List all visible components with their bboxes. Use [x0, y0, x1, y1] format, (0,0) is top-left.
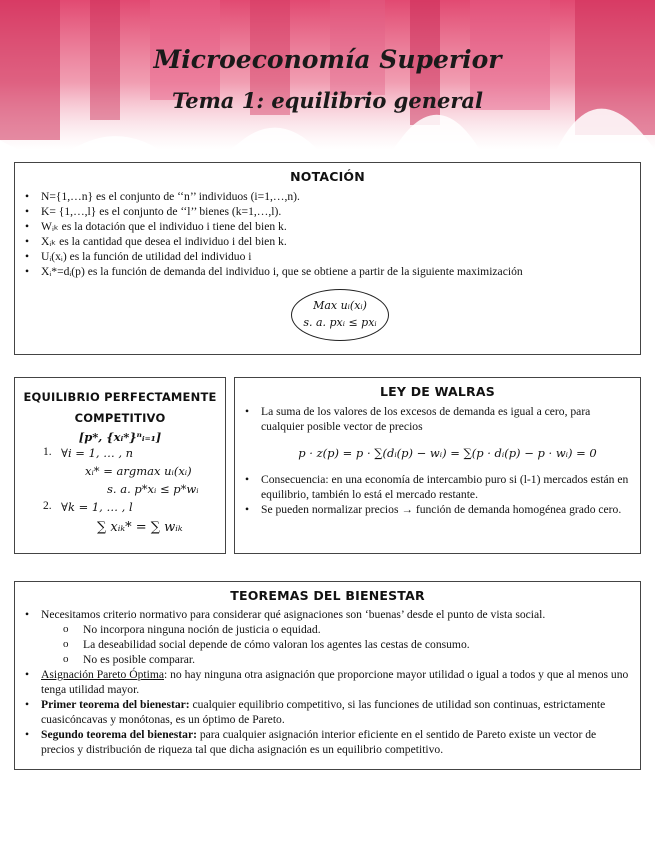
notation-list: [15, 189, 640, 279]
condition-1-constraint: s. a. p*xᵢ ≤ p*wᵢ: [107, 482, 199, 496]
condition-number: 2.: [43, 500, 52, 512]
max-line: Max uᵢ(xᵢ): [313, 299, 367, 312]
walras-heading: LEY DE WALRAS: [380, 384, 495, 399]
list-item: • Se pueden normalizar precios → función de demanda homogénea grado cero.: [235, 502, 632, 517]
watercolor-background: [0, 0, 655, 170]
condition-2-eq: ∑ xᵢₖ* = ∑ wᵢₖ: [97, 520, 183, 535]
walras-section: [234, 377, 641, 554]
page-subtitle: Tema 1: equilibrio general: [171, 88, 483, 113]
list-item: • Consecuencia: en una economía de intercambio puro si (l-1) mercados están en equilibrio, también lo está el mercado restante.: [235, 472, 632, 502]
constraint-line: s. a. pxᵢ ≤ pxᵢ: [303, 316, 377, 329]
maximization-problem: [291, 289, 389, 341]
list-item: • Wᵢₖ es la dotación que el individuo i tiene del bien k.: [15, 219, 630, 234]
condition-1: ∀i = 1, … , n: [61, 446, 134, 460]
list-item: [15, 607, 630, 667]
notation-section: [14, 162, 641, 355]
walras-list: [235, 404, 640, 434]
list-item: [15, 697, 630, 727]
list-item: • Xᵢₖ es la cantidad que desea el individuo i del bien k.: [15, 234, 630, 249]
second-theorem-label: Segundo teorema del bienestar:: [41, 728, 197, 741]
notation-heading: NOTACIÓN: [290, 169, 365, 184]
second-theorem-text: para cualquier asignación interior eficiente en el sentido de Pareto existe un vector de precios y distribución de riqueza tal que dicha asignación es un equilibrio competitivo.: [41, 728, 597, 756]
equilibrium-heading-2: COMPETITIVO: [74, 411, 166, 425]
sub-list-item: o No incorpora ninguna noción de justicia o equidad.: [15, 622, 630, 637]
condition-number: 1.: [43, 446, 52, 458]
equilibrium-heading-1: EQUILIBRIO PERFECTAMENTE: [23, 390, 217, 404]
list-item: [15, 667, 630, 697]
welfare-heading: TEOREMAS DEL BIENESTAR: [230, 588, 425, 603]
condition-1-eq: xᵢ* = argmax uᵢ(xᵢ): [85, 464, 192, 478]
equilibrium-conditions: [15, 444, 225, 564]
condition-2: ∀k = 1, … , l: [61, 500, 133, 514]
walras-formula: p · z(p) = p · ∑(dᵢ(p) − wᵢ) = ∑(p · dᵢ(p) − p · wᵢ) = 0: [298, 446, 597, 460]
welfare-sublist: [15, 622, 630, 667]
list-item: • La suma de los valores de los excesos de demanda es igual a cero, para cualquier posible vector de precios: [235, 404, 632, 434]
equilibrium-section: [14, 377, 226, 554]
pareto-label: Asignación Pareto Óptima: [41, 668, 164, 681]
welfare-list: [15, 607, 640, 757]
equilibrium-tuple: [p*, {xᵢ*}ⁿᵢ₌₁]: [78, 430, 162, 444]
pareto-text: : no hay ninguna otra asignación que proporcione mayor utilidad o igual a todos y que al menos uno tenga utilidad mayor.: [41, 668, 629, 696]
list-item: [15, 727, 630, 757]
walras-list-2: [235, 472, 640, 517]
welfare-item-text: Necesitamos criterio normativo para considerar qué asignaciones son ‘buenas’ desde el punto de vista social.: [41, 608, 546, 621]
watercolor-banner: [0, 0, 655, 170]
list-item: • N={1,…n} es el conjunto de ‘‘n’’ individuos (i=1,…,n).: [15, 189, 630, 204]
list-item: • Uᵢ(xᵢ) es la función de utilidad del individuo i: [15, 249, 630, 264]
welfare-section: [14, 581, 641, 770]
sub-list-item: o No es posible comparar.: [15, 652, 630, 667]
first-theorem-text: cualquier equilibrio competitivo, si las funciones de utilidad son continuas, estrictamente cuasicóncavas y monótonas, es un óptimo de Pareto.: [41, 698, 606, 726]
sub-list-item: o La deseabilidad social depende de cómo valoran los agentes las cestas de consumo.: [15, 637, 630, 652]
list-item: • K= {1,…,l} es el conjunto de ‘‘l’’ bienes (k=1,…,l).: [15, 204, 630, 219]
first-theorem-label: Primer teorema del bienestar:: [41, 698, 190, 711]
list-item: • Xᵢ*=dᵢ(p) es la función de demanda del individuo i, que se obtiene a partir de la siguiente maximización: [15, 264, 630, 279]
page-title: Microeconomía Superior: [153, 45, 502, 74]
